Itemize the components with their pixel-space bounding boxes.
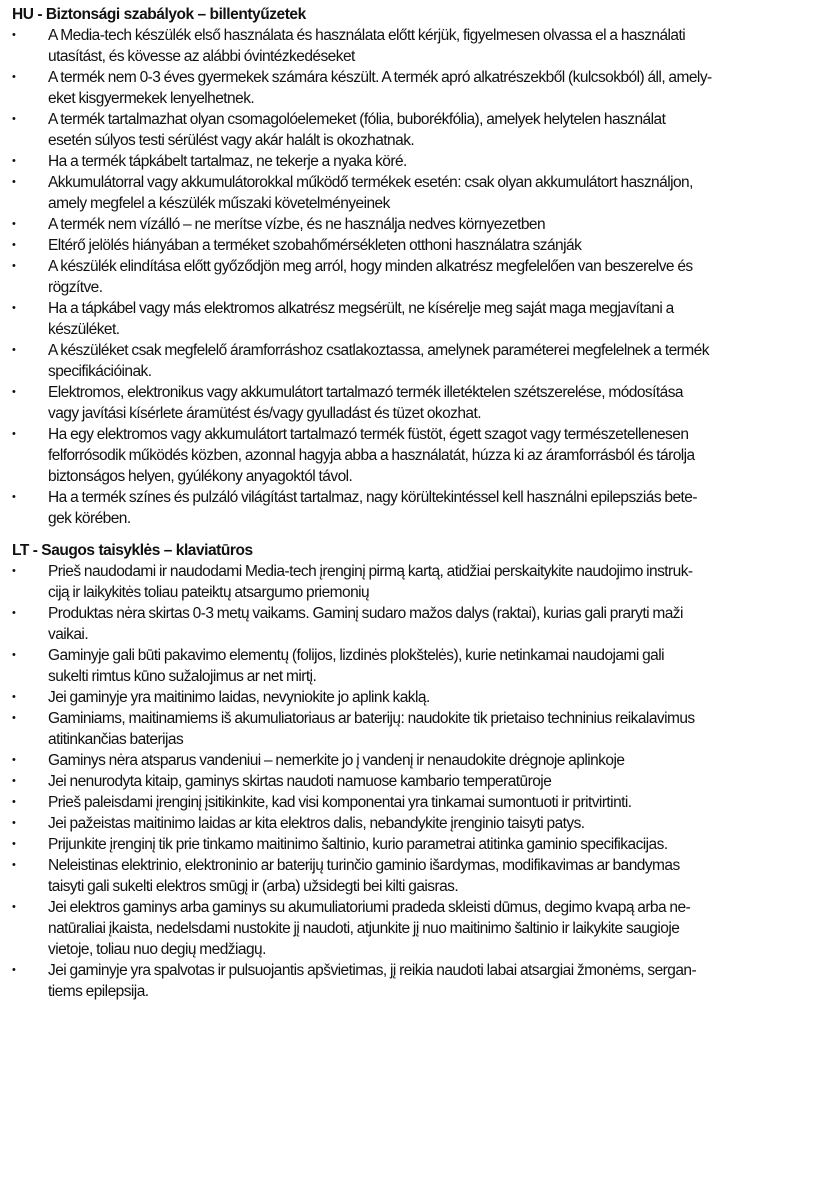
bullet-icon: • bbox=[12, 712, 16, 724]
list-item bbox=[0, 645, 839, 687]
list-item-text-line: rögzítve. bbox=[48, 279, 103, 296]
list-item-text-line: eket kisgyermekek lenyelhetnek. bbox=[48, 90, 255, 107]
list-item-text-line: A termék nem vízálló – ne merítse vízbe, és ne használja nedves környezetben bbox=[48, 216, 546, 233]
bullet-icon: • bbox=[12, 428, 16, 440]
bullet-icon: • bbox=[12, 691, 16, 703]
list-item bbox=[0, 340, 839, 382]
list-item-text-line: gek körében. bbox=[48, 510, 131, 527]
list-item bbox=[0, 603, 839, 645]
list-item-text-line: Akkumulátorral vagy akkumulátorokkal működő termékek esetén: csak olyan akkumulátort használjon, bbox=[48, 174, 693, 191]
bullet-icon: • bbox=[12, 901, 16, 913]
list-item-text-line: A termék tartalmazhat olyan csomagolóelemeket (fólia, buborékfólia), amelyek helytelen használat bbox=[48, 111, 666, 128]
list-item bbox=[0, 382, 839, 424]
bullet-icon: • bbox=[12, 218, 16, 230]
list-item-text-line: Jei gaminyje yra maitinimo laidas, nevyniokite jo aplink kaklą. bbox=[48, 689, 430, 706]
list-item-text-line: Ha a termék színes és pulzáló világítást tartalmaz, nagy körültekintéssel kell használni epilepsziás bete- bbox=[48, 489, 697, 506]
list-item bbox=[0, 561, 839, 603]
bullet-icon: • bbox=[12, 649, 16, 661]
bullet-list bbox=[0, 25, 839, 529]
bullet-icon: • bbox=[12, 260, 16, 272]
list-item-text-line: felforrósodik működés közben, azonnal hagyja abba a használatát, húzza ki az áramforrásból és tárolja bbox=[48, 447, 695, 464]
list-item-text-line: biztonságos helyen, gyúlékony anyagoktól távol. bbox=[48, 468, 353, 485]
list-item-text-line: A termék nem 0-3 éves gyermekek számára készült. A termék apró alkatrészekből (kulcsokból) áll, amely- bbox=[48, 69, 712, 86]
list-item-text-line: ciją ir laikykitės toliau pateiktų atsargumo priemonių bbox=[48, 584, 370, 601]
list-item bbox=[0, 424, 839, 487]
list-item bbox=[0, 109, 839, 151]
list-item-text-line: taisyti gali sukelti elektros smūgį ir (arba) užsidegti bei kilti gaisras. bbox=[48, 878, 459, 895]
bullet-icon: • bbox=[12, 71, 16, 83]
list-item bbox=[0, 834, 839, 855]
bullet-icon: • bbox=[12, 754, 16, 766]
list-item bbox=[0, 792, 839, 813]
bullet-icon: • bbox=[12, 565, 16, 577]
list-item bbox=[0, 487, 839, 529]
list-item bbox=[0, 687, 839, 708]
list-item bbox=[0, 855, 839, 897]
bullet-icon: • bbox=[12, 29, 16, 41]
list-item-text-line: A készülék elindítása előtt győződjön meg arról, hogy minden alkatrész megfelelően van beszerelve és bbox=[48, 258, 693, 275]
list-item-text-line: vagy javítási kísérlete áramütést és/vagy gyulladást és tüzet okozhat. bbox=[48, 405, 482, 422]
list-item-text-line: Gaminyje gali būti pakavimo elementų (folijos, lizdinės plokštelės), kurie netinkamai naudojami gali bbox=[48, 647, 665, 664]
bullet-icon: • bbox=[12, 176, 16, 188]
list-item-text-line: vaikai. bbox=[48, 626, 89, 643]
list-item-text-line: készüléket. bbox=[48, 321, 120, 338]
list-item bbox=[0, 298, 839, 340]
list-item-text-line: atitinkančias baterijas bbox=[48, 731, 184, 748]
list-item bbox=[0, 256, 839, 298]
list-item-text-line: Prieš paleisdami įrenginį įsitikinkite, kad visi komponentai yra tinkamai sumontuoti ir pritvirtinti. bbox=[48, 794, 632, 811]
list-item-text-line: specifikációinak. bbox=[48, 363, 152, 380]
list-item-text-line: Jei pažeistas maitinimo laidas ar kita elektros dalis, nebandykite įrenginio taisyti patys. bbox=[48, 815, 585, 832]
bullet-icon: • bbox=[12, 838, 16, 850]
bullet-icon: • bbox=[12, 386, 16, 398]
list-item bbox=[0, 960, 839, 1002]
list-item bbox=[0, 25, 839, 67]
list-item-text-line: Gaminys nėra atsparus vandeniui – nemerkite jo į vandenį ir nenaudokite drėgnoje aplinkoje bbox=[48, 752, 625, 769]
list-item-text-line: Ha egy elektromos vagy akkumulátort tartalmazó termék füstöt, égett szagot vagy természetellenesen bbox=[48, 426, 689, 443]
list-item-text-line: amely megfelel a készülék műszaki követelményeinek bbox=[48, 195, 390, 212]
list-item bbox=[0, 750, 839, 771]
list-item bbox=[0, 771, 839, 792]
list-item-text-line: A Media-tech készülék első használata és használata előtt kérjük, figyelmesen olvassa el a használati bbox=[48, 27, 686, 44]
list-item-text-line: natūraliai įkaista, nedelsdami nustokite jį naudoti, atjunkite jį nuo maitinimo šaltinio ir laikykite saugioje bbox=[48, 920, 680, 937]
section-heading: LT - Saugos taisyklės – klaviatūros bbox=[12, 542, 253, 559]
list-item-text-line: vietoje, toliau nuo degių medžiagų. bbox=[48, 941, 266, 958]
list-item-text-line: Eltérő jelölés hiányában a terméket szobahőmérsékleten otthoni használatra szánják bbox=[48, 237, 582, 254]
bullet-icon: • bbox=[12, 155, 16, 167]
section-lt-safety-rules bbox=[0, 536, 839, 1002]
list-item-text-line: Produktas nėra skirtas 0-3 metų vaikams. Gaminį sudaro mažos dalys (raktai), kurias gali praryti maži bbox=[48, 605, 683, 622]
list-item-text-line: Ha a termék tápkábelt tartalmaz, ne tekerje a nyaka köré. bbox=[48, 153, 407, 170]
bullet-icon: • bbox=[12, 964, 16, 976]
list-item-text-line: Jei elektros gaminys arba gaminys su akumuliatoriumi pradeda skleisti dūmus, degimo kvapą arba ne- bbox=[48, 899, 691, 916]
list-item-text-line: Prieš naudodami ir naudodami Media-tech įrenginį pirmą kartą, atidžiai perskaitykite naudojimo instruk- bbox=[48, 563, 693, 580]
bullet-icon: • bbox=[12, 817, 16, 829]
bullet-icon: • bbox=[12, 113, 16, 125]
list-item-text-line: utasítást, és kövesse az alábbi óvintézkedéseket bbox=[48, 48, 355, 65]
list-item-text-line: Prijunkite įrenginį tik prie tinkamo maitinimo šaltinio, kurio parametrai atitinka gaminio specifikacijas. bbox=[48, 836, 668, 853]
list-item-text-line: A készüléket csak megfelelő áramforráshoz csatlakoztassa, amelynek paraméterei megfelelnek a termék bbox=[48, 342, 709, 359]
bullet-icon: • bbox=[12, 302, 16, 314]
list-item-text-line: Gaminiams, maitinamiems iš akumuliatoriaus ar baterijų: naudokite tik prietaiso techninius reikalavimus bbox=[48, 710, 695, 727]
section-hu-safety-rules bbox=[0, 0, 839, 529]
list-item bbox=[0, 67, 839, 109]
list-item bbox=[0, 813, 839, 834]
list-item bbox=[0, 172, 839, 214]
list-item-text-line: Ha a tápkábel vagy más elektromos alkatrész megsérült, ne kísérelje meg saját maga megjavítani a bbox=[48, 300, 674, 317]
list-item-text-line: sukelti rimtus kūno sužalojimus ar net mirtį. bbox=[48, 668, 317, 685]
bullet-icon: • bbox=[12, 859, 16, 871]
list-item-text-line: tiems epilepsija. bbox=[48, 983, 149, 1000]
list-item bbox=[0, 897, 839, 960]
list-item-text-line: esetén súlyos testi sérülést vagy akár halált is okozhatnak. bbox=[48, 132, 415, 149]
list-item-text-line: Neleistinas elektrinio, elektroninio ar baterijų turinčio gaminio išardymas, modifikavimas ar bandymas bbox=[48, 857, 680, 874]
bullet-icon: • bbox=[12, 344, 16, 356]
bullet-icon: • bbox=[12, 775, 16, 787]
list-item bbox=[0, 151, 839, 172]
list-item bbox=[0, 708, 839, 750]
bullet-icon: • bbox=[12, 239, 16, 251]
list-item bbox=[0, 214, 839, 235]
bullet-icon: • bbox=[12, 491, 16, 503]
section-heading: HU - Biztonsági szabályok – billentyűzetek bbox=[12, 6, 306, 23]
list-item-text-line: Jei nenurodyta kitaip, gaminys skirtas naudoti namuose kambario temperatūroje bbox=[48, 773, 552, 790]
list-item bbox=[0, 235, 839, 256]
bullet-icon: • bbox=[12, 796, 16, 808]
bullet-icon: • bbox=[12, 607, 16, 619]
bullet-list bbox=[0, 561, 839, 1002]
list-item-text-line: Jei gaminyje yra spalvotas ir pulsuojantis apšvietimas, jį reikia naudoti labai atsargiai žmonėms, sergan- bbox=[48, 962, 697, 979]
list-item-text-line: Elektromos, elektronikus vagy akkumulátort tartalmazó termék illetéktelen szétszerelése, módosítása bbox=[48, 384, 683, 401]
